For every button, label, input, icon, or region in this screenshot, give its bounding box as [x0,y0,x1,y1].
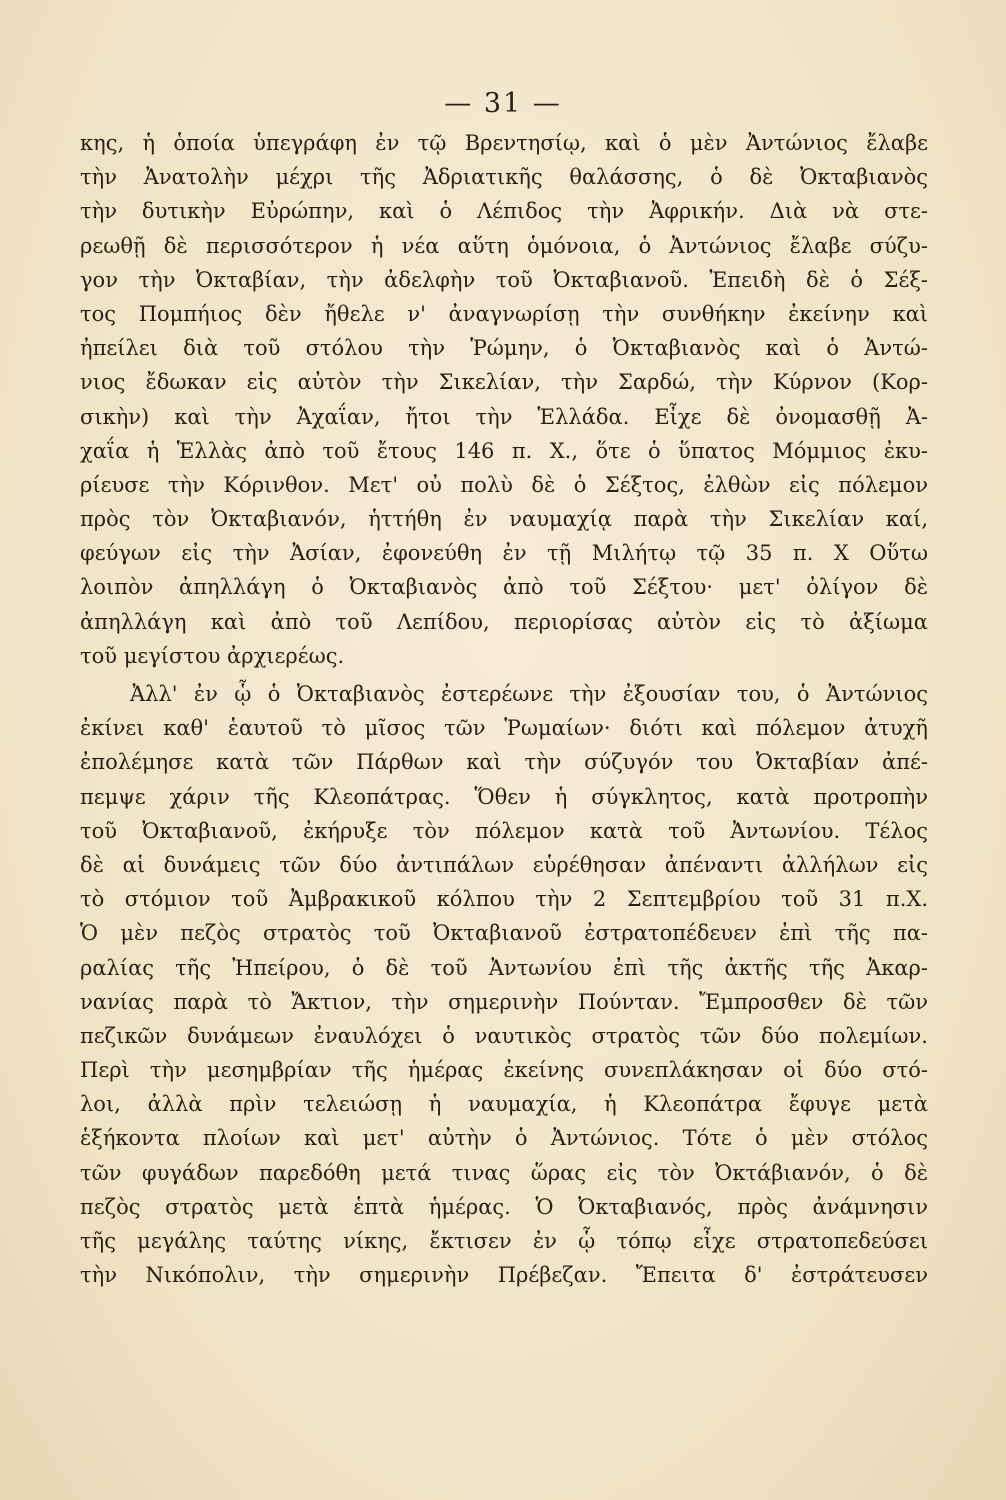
text-line: νανίας παρὰ τὸ Ἄκτιον, τὴν σημερινὴν Πούνταν. Ἔμπροσθεν δὲ τῶν [80,989,928,1014]
text-line: τὴν Ἀνατολὴν μέχρι τῆς Ἀδριατικῆς θαλάσσης, ὁ δὲ Ὀκταβιανὸς [80,165,928,190]
text-line: Ὁ μὲν πεζὸς στρατὸς τοῦ Ὀκταβιανοῦ ἐστρατοπέδευεν ἐπὶ τῆς πα- [80,921,928,946]
text-line: τὸ στόμιον τοῦ Ἀμβρακικοῦ κόλπου τὴν 2 Σεπτεμβρίου τοῦ 31 π.Χ. [80,887,928,912]
page-number: — 31 — [444,88,562,119]
text-line: τοῦ μεγίστου ἀρχιερέως. [80,643,345,668]
text-line: πεζικῶν δυνάμεων ἐναυλόχει ὁ ναυτικὸς στρατὸς τῶν δύο πολεμίων. [80,1023,928,1048]
text-line: χαΐα ἡ Ἑλλὰς ἀπὸ τοῦ ἔτους 146 π. Χ., ὅτε ὁ ὕπατος Μόμμιος ἐκυ- [80,438,928,463]
text-line: ἠπείλει διὰ τοῦ στόλου τὴν Ῥώμην, ὁ Ὀκταβιανὸς καὶ ὁ Ἀντώ- [80,336,928,361]
text-line: λοιπὸν ἀπηλλάγη ὁ Ὀκταβιανὸς ἀπὸ τοῦ Σέξτου· μετ' ὀλίγον δὲ [80,575,928,600]
text-line: ἐκίνει καθ' ἑαυτοῦ τὸ μῖσος τῶν Ῥωμαίων· διότι καὶ πόλεμον ἀτυχῆ [80,716,928,741]
text-line: σικὴν) καὶ τὴν Ἀχαΐαν, ἤτοι τὴν Ἑλλάδα. Εἶχε δὲ ὀνομασθῇ Ἀ- [80,404,928,429]
text-line: πεζὸς στρατὸς μετὰ ἑπτὰ ἡμέρας. Ὁ Ὀκταβιανός, πρὸς ἀνάμνησιν [80,1194,928,1219]
text-line: φεύγων εἰς τὴν Ἀσίαν, ἐφονεύθη ἐν τῇ Μιλήτῳ τῷ 35 π. Χ Οὕτω [80,541,928,566]
text-line: γον τὴν Ὀκταβίαν, τὴν ἀδελφὴν τοῦ Ὀκταβιανοῦ. Ἐπειδὴ δὲ ὁ Σέξ- [80,267,928,292]
text-line: τὴν Νικόπολιν, τὴν σημερινὴν Πρέβεζαν. Ἔπειτα δ' ἐστράτευσεν [80,1263,928,1288]
text-line: τὴν δυτικὴν Εὐρώπην, καὶ ὁ Λέπιδος τὴν Ἀφρικήν. Διὰ νὰ στε- [80,199,928,224]
text-line: τοῦ Ὀκταβιανοῦ, ἐκήρυξε τὸν πόλεμον κατὰ τοῦ Ἀντωνίου. Τέλος [80,818,928,843]
text-line: ρεωθῇ δὲ περισσότερον ἡ νέα αὕτη ὁμόνοια, ὁ Ἀντώνιος ἔλαβε σύζυ- [80,233,928,258]
text-line: ἑξήκοντα πλοίων καὶ μετ' αὐτὴν ὁ Ἀντώνιος. Τότε ὁ μὲν στόλος [80,1126,928,1151]
text-line: ρίευσε τὴν Κόρινθον. Μετ' οὐ πολὺ δὲ ὁ Σέξτος, ἐλθὼν εἰς πόλεμον [80,472,928,497]
text-line: Ἀλλ' ἐν ᾧ ὁ Ὀκταβιανὸς ἐστερέωνε τὴν ἐξουσίαν του, ὁ Ἀντώνιος [130,682,928,706]
text-line: ἐπολέμησε κατὰ τῶν Πάρθων καὶ τὴν σύζυγόν του Ὀκταβίαν ἀπέ- [80,750,928,775]
text-line: τος Πομπήιος δὲν ἤθελε ν' ἀναγνωρίσῃ τὴν συνθήκην ἐκείνην καὶ [80,301,928,326]
paragraph [80,677,928,1292]
paragraph [80,126,928,673]
text-line: ἀπηλλάγη καὶ ἀπὸ τοῦ Λεπίδου, περιορίσας αὐτὸν εἰς τὸ ἀξίωμα [80,609,928,634]
text-line: τῶν φυγάδων παρεδόθη μετά τινας ὥρας εἰς τὸν Ὀκτάβιανόν, ὁ δὲ [80,1160,928,1185]
text-line: πρὸς τὸν Ὀκταβιανόν, ἡττήθη ἐν ναυμαχίᾳ παρὰ τὴν Σικελίαν καί, [80,507,928,532]
text-line: τῆς μεγάλης ταύτης νίκης, ἔκτισεν ἐν ᾧ τόπῳ εἶχε στρατοπεδεύσει [80,1229,928,1253]
body-text [80,126,928,1292]
text-line: ραλίας τῆς Ἠπείρου, ὁ δὲ τοῦ Ἀντωνίου ἐπὶ τῆς ἀκτῆς τῆς Ἀκαρ- [80,955,928,980]
text-line: δὲ αἱ δυνάμεις τῶν δύο ἀντιπάλων εὑρέθησαν ἀπέναντι ἀλλήλων εἰς [80,852,928,877]
text-line: λοι, ἀλλὰ πρὶν τελειώσῃ ἡ ναυμαχία, ἡ Κλεοπάτρα ἔφυγε μετὰ [80,1092,928,1117]
text-line: νιος ἔδωκαν εἰς αὐτὸν τὴν Σικελίαν, τὴν Σαρδώ, τὴν Κύρνον (Κορ- [80,370,928,395]
text-line: κης, ἡ ὁποία ὑπεγράφη ἐν τῷ Βρεντησίῳ, καὶ ὁ μὲν Ἀντώνιος ἔλαβε [80,131,928,155]
text-line: πεμψε χάριν τῆς Κλεοπάτρας. Ὅθεν ἡ σύγκλητος, κατὰ προτροπὴν [80,784,928,809]
text-line: Περὶ τὴν μεσημβρίαν τῆς ἡμέρας ἐκείνης συνεπλάκησαν οἱ δύο στό- [80,1058,928,1083]
